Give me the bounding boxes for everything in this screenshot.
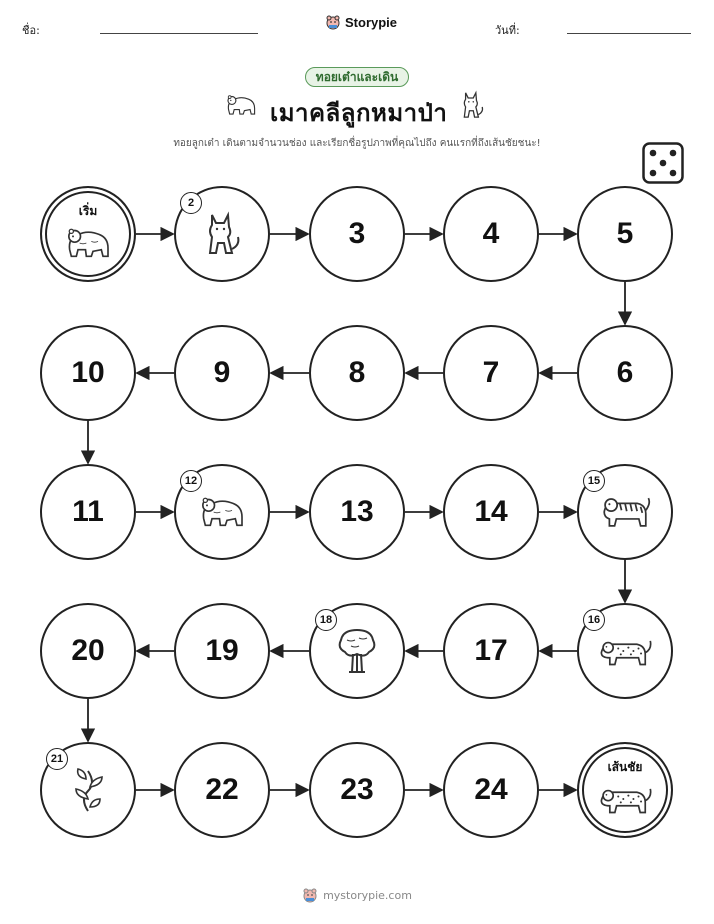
board-cell-8[interactable] — [309, 325, 405, 421]
name-label: ชื่อ: — [22, 24, 40, 37]
board-cell-22[interactable] — [174, 742, 270, 838]
cell-number-badge: 12 — [180, 470, 202, 492]
leopard-icon — [598, 632, 652, 670]
brand-name: Storypie — [345, 14, 398, 30]
bear-icon — [197, 493, 247, 531]
start-cell[interactable] — [40, 186, 136, 282]
bear-icon — [63, 224, 113, 262]
cell-number: 8 — [348, 356, 366, 389]
leopard-icon — [598, 780, 652, 818]
cell-number: 3 — [348, 217, 366, 250]
finish-cell[interactable] — [577, 742, 673, 838]
cell-number: 23 — [340, 773, 374, 806]
board-cell-7[interactable] — [443, 325, 539, 421]
board-cell-20[interactable] — [40, 603, 136, 699]
board-cell-15[interactable] — [577, 464, 673, 560]
board-cell-18[interactable] — [309, 603, 405, 699]
board-cell-13[interactable] — [309, 464, 405, 560]
cell-number: 17 — [474, 634, 508, 667]
game-type-tag: ทอยเต๋าและเดิน — [305, 67, 409, 87]
cell-number-badge: 18 — [315, 609, 337, 631]
board-cell-5[interactable] — [577, 186, 673, 282]
cell-number: 20 — [71, 634, 105, 667]
cell-number-badge: 15 — [583, 470, 605, 492]
cell-number-badge: 21 — [46, 748, 68, 770]
cell-number: 9 — [213, 356, 231, 389]
storypie-mascot-icon — [302, 887, 318, 903]
board-cell-4[interactable] — [443, 186, 539, 282]
cell-number: 14 — [474, 495, 508, 528]
board-cell-12[interactable] — [174, 464, 270, 560]
instructions: ทอยลูกเต๋า เดินตามจำนวนช่อง และเรียกชื่อรูปภาพที่คุณไปถึง คนแรกที่ถึงเส้นชัยชนะ! — [173, 138, 541, 149]
board-cell-24[interactable] — [443, 742, 539, 838]
board-cell-6[interactable] — [577, 325, 673, 421]
board-cell-9[interactable] — [174, 325, 270, 421]
cell-number: 22 — [205, 773, 239, 806]
cell-number-badge: 2 — [180, 192, 202, 214]
footer — [0, 887, 714, 903]
date-label: วันที่: — [495, 24, 520, 37]
board-cell-3[interactable] — [309, 186, 405, 282]
cell-number: 13 — [340, 495, 374, 528]
cell-number: 7 — [482, 356, 500, 389]
tree-icon — [335, 626, 379, 676]
cell-number: 19 — [205, 634, 239, 667]
wolf-icon — [202, 209, 242, 259]
cell-number-badge: 16 — [583, 609, 605, 631]
cell-number: 4 — [482, 217, 500, 250]
board-cell-11[interactable] — [40, 464, 136, 560]
cell-number: 11 — [72, 495, 104, 528]
board-cell-21[interactable] — [40, 742, 136, 838]
board-cell-16[interactable] — [577, 603, 673, 699]
cell-number: 5 — [616, 217, 634, 250]
board-cell-23[interactable] — [309, 742, 405, 838]
board-cell-2[interactable] — [174, 186, 270, 282]
board-cell-14[interactable] — [443, 464, 539, 560]
cell-number: 24 — [474, 773, 508, 806]
board-cell-17[interactable] — [443, 603, 539, 699]
cell-number: 10 — [71, 356, 105, 389]
board-cell-19[interactable] — [174, 603, 270, 699]
footer-url[interactable]: mystorypie.com — [323, 888, 412, 902]
cell-number: 6 — [616, 356, 634, 389]
page-title: เมาคลีลูกหมาป่า — [270, 99, 448, 127]
finish-label: เส้นชัย — [607, 760, 643, 774]
start-label: เริ่ม — [78, 204, 98, 218]
tiger-icon — [599, 492, 651, 532]
vine-icon — [68, 765, 108, 815]
board-cell-10[interactable] — [40, 325, 136, 421]
